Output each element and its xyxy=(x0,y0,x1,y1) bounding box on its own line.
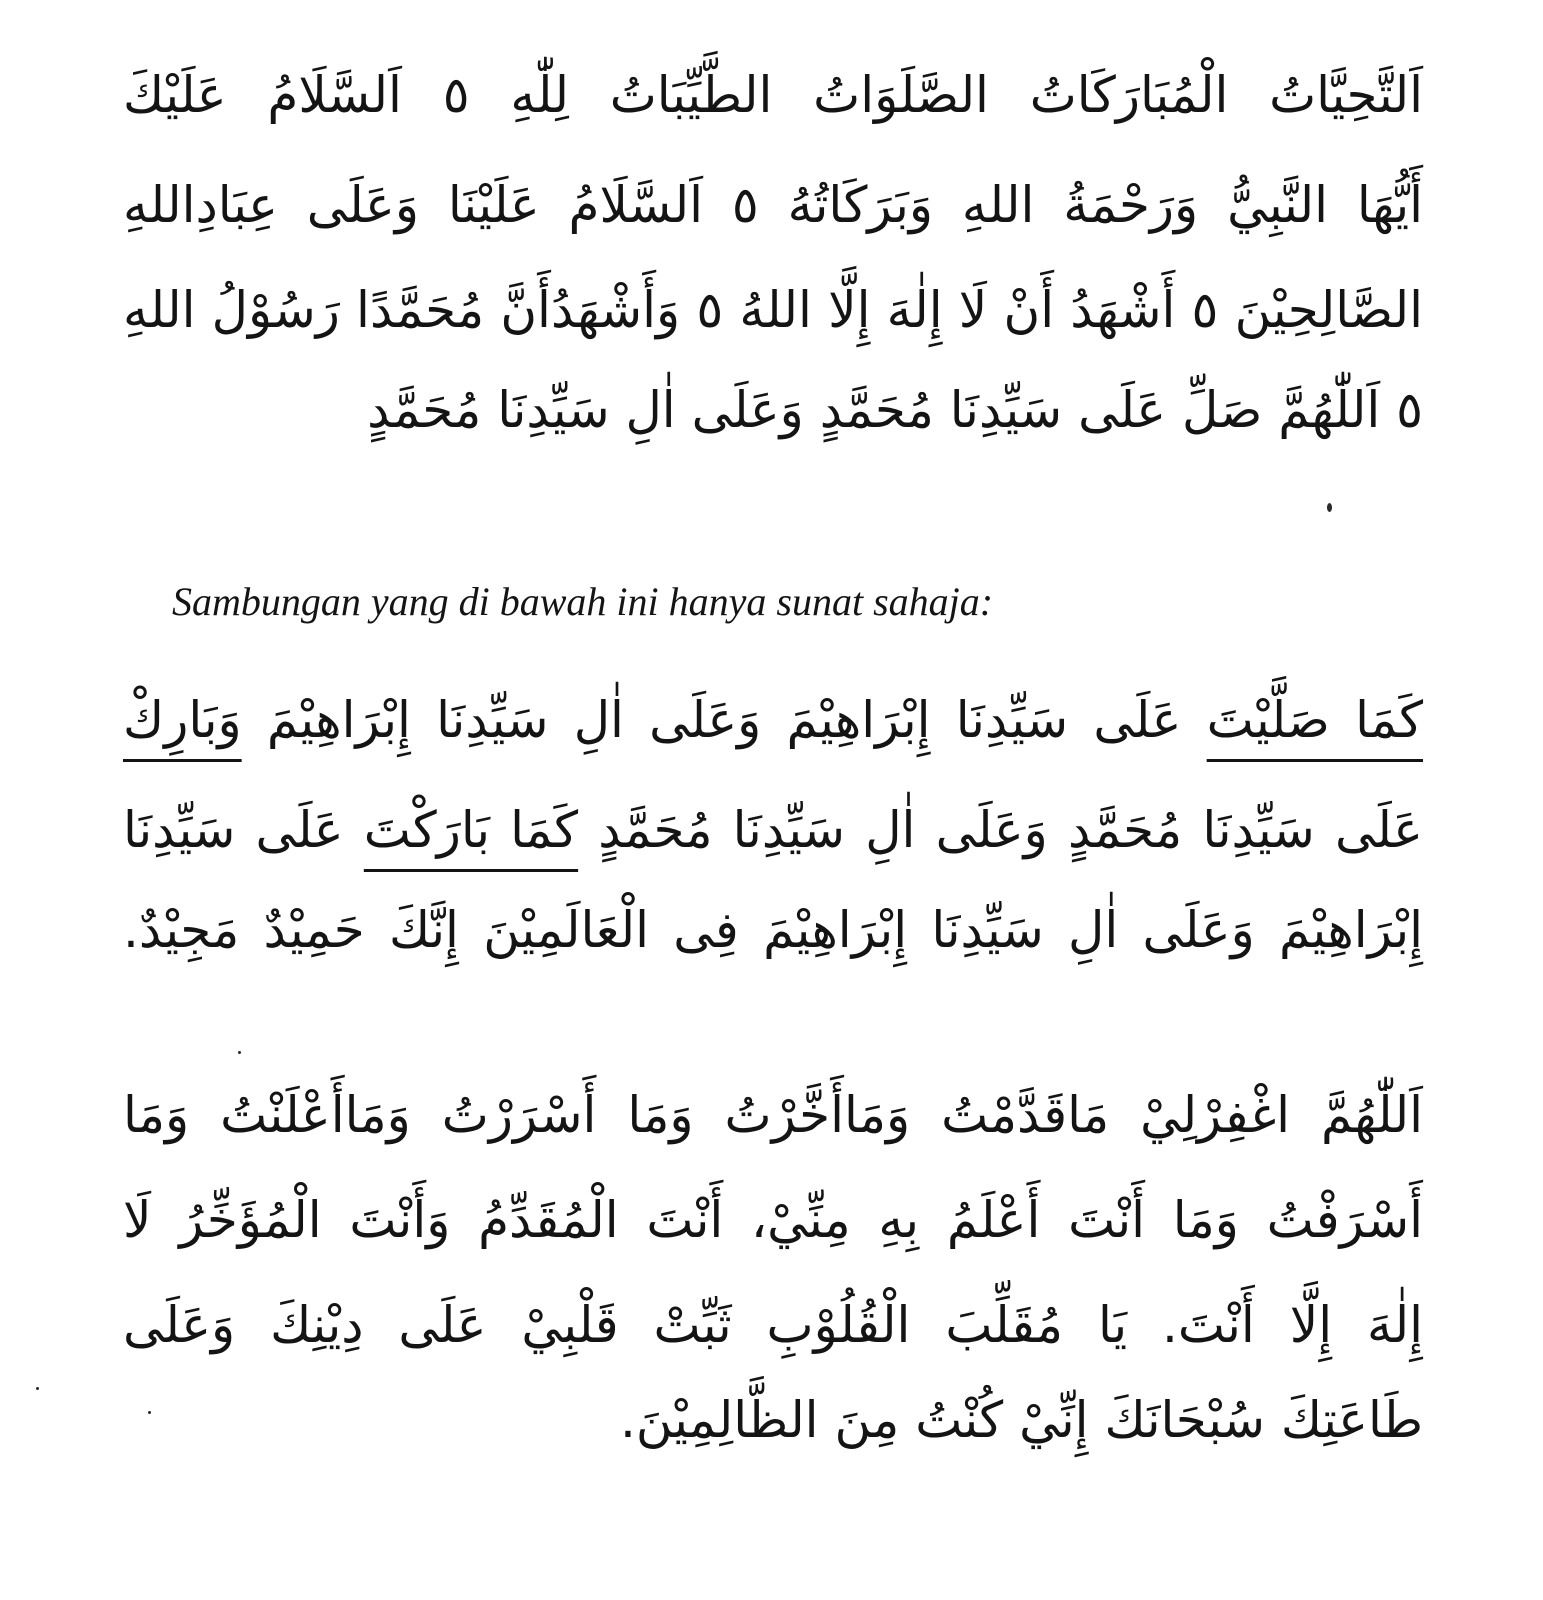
scan-speck xyxy=(148,1411,151,1414)
underlined-phrase-wa-barik: وَبَارِكْ xyxy=(123,691,242,749)
underlined-phrase-kama-sallayta: كَمَا صَلَّيْتَ xyxy=(1206,691,1424,749)
salawat-line-2 xyxy=(123,801,1423,859)
dua-line-4: طَاعَتِكَ سُبْحَانَكَ إِنِّيْ كُنْتُ مِنَ الظَّالِمِيْنَ. xyxy=(620,1391,1423,1449)
dua-line-1: اَللّٰهُمَّ اغْفِرْلِيْ مَاقَدَّمْتُ وَمَاأَخَّرْتُ وَمَا أَسْرَرْتُ وَمَاأَعْلَنْتُ وَمَا xyxy=(123,1086,1423,1144)
tashahhud-line-4: ٥ اَللّٰهُمَّ صَلِّ عَلَى سَيِّدِنَا مُحَمَّدٍ وَعَلَى اٰلِ سَيِّدِنَا مُحَمَّدٍ xyxy=(367,381,1423,439)
salawat-line-1-middle: عَلَى سَيِّدِنَا إِبْرَاهِيْمَ وَعَلَى اٰلِ سَيِّدِنَا إِبْرَاهِيْمَ xyxy=(241,691,1207,749)
dua-line-3: إِلٰهَ إِلَّا أَنْتَ. يَا مُقَلِّبَ الْقُلُوْبِ ثَبِّتْ قَلْبِيْ عَلَى دِيْنِكَ وَعَلَى xyxy=(123,1296,1423,1354)
scan-speck xyxy=(1327,503,1332,512)
intro-text: Sambungan yang di bawah ini hanya sunat sahaja: xyxy=(172,579,994,624)
underlined-phrase-kama-barakta: كَمَا بَارَكْتَ xyxy=(363,801,579,859)
tashahhud-line-2: أَيُّهَا النَّبِيُّ وَرَحْمَةُ اللهِ وَبَرَكَاتُهُ ٥ اَلسَّلَامُ عَلَيْنَا وَعَلَى عِبَادِاللهِ xyxy=(123,176,1424,234)
salawat-line-3: إِبْرَاهِيْمَ وَعَلَى اٰلِ سَيِّدِنَا إِبْرَاهِيْمَ فِى الْعَالَمِيْنَ إِنَّكَ حَمِيْدٌ مَجِيْدٌ. xyxy=(123,901,1423,959)
scan-speck xyxy=(238,1051,241,1054)
tashahhud-line-3: الصَّالِحِيْنَ ٥ أَشْهَدُ أَنْ لَا إِلٰهَ إِلَّا اللهُ ٥ وَأَشْهَدُأَنَّ مُحَمَّدًا رَسُوْلُ اللهِ xyxy=(123,281,1423,339)
dua-line-2: أَسْرَفْتُ وَمَا أَنْتَ أَعْلَمُ بِهِ مِنِّيْ، أَنْتَ الْمُقَدِّمُ وَأَنْتَ الْمُؤَخِّرُ لَا xyxy=(123,1191,1423,1249)
salawat-line-2-start: عَلَى سَيِّدِنَا مُحَمَّدٍ وَعَلَى اٰلِ سَيِّدِنَا مُحَمَّدٍ xyxy=(578,801,1423,859)
salawat-line-2-end: عَلَى سَيِّدِنَا xyxy=(123,801,364,859)
salawat-line-1 xyxy=(123,691,1424,749)
tashahhud-line-1: اَلتَّحِيَّاتُ الْمُبَارَكَاتُ الصَّلَوَاتُ الطَّيِّبَاتُ لِلّٰهِ ٥ اَلسَّلَامُ عَلَيْكَ xyxy=(123,66,1423,124)
scan-speck xyxy=(36,1387,39,1390)
